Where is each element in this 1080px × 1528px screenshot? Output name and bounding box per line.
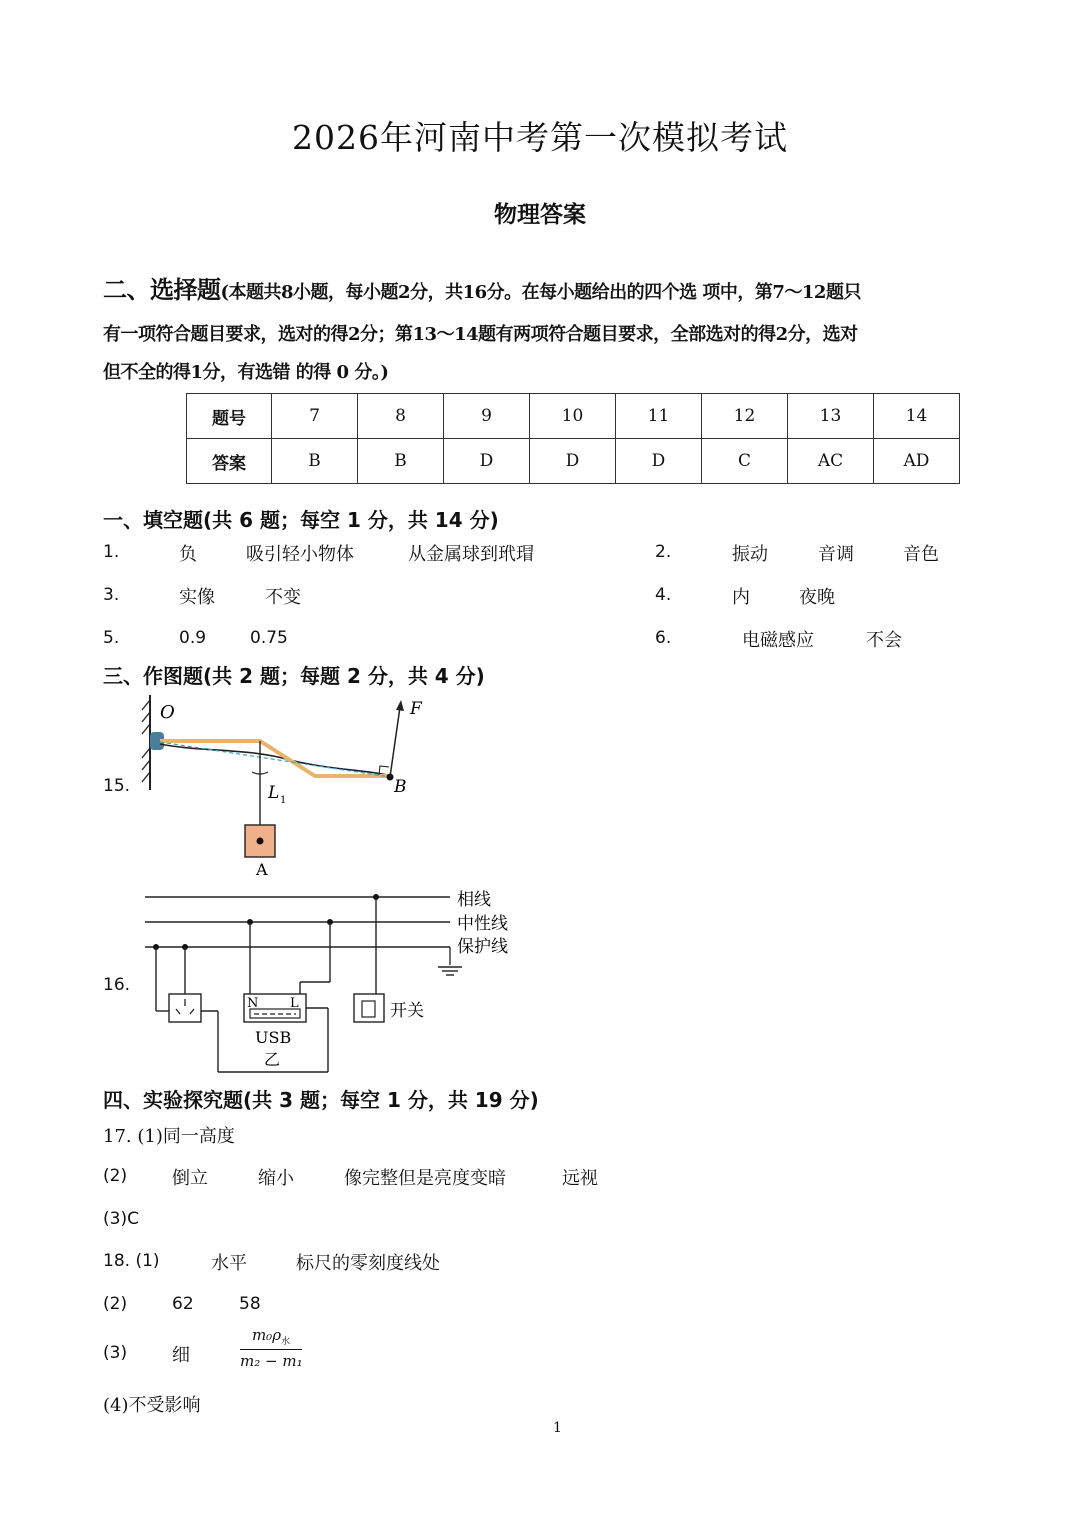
q4-answer-b: 夜晚 [799,587,835,608]
table-cell: 8 [358,394,444,439]
table-cell: AC [788,439,874,484]
circuit-diagram [140,885,530,1080]
label-neutral: 中性线 [457,914,508,934]
table-cell: C [702,439,788,484]
wall-hatch [142,700,150,782]
label-f: F [410,699,422,719]
table-cell: 14 [874,394,960,439]
q17-part2-number: (2) [103,1166,128,1186]
fraction-denominator: m₂ − m₁ [240,1352,303,1370]
q17-part3: (3)C [103,1209,139,1229]
switch-toggle [362,1001,375,1017]
label-ground: 保护线 [457,937,508,957]
q17-part2-a: 倒立 [172,1168,208,1189]
table-cell: 9 [444,394,530,439]
label-live: 相线 [457,890,491,910]
q18-part2-number: (2) [103,1294,128,1314]
q16-number: 16. [103,975,131,995]
q1-number: 1. [103,542,120,562]
lever-diagram [130,690,450,880]
q18-part3-number: (3) [103,1343,128,1363]
q3-answer-a: 实像 [179,587,215,608]
q17-part2-c: 像完整但是亮度变暗 [344,1168,506,1189]
table-cell: AD [874,439,960,484]
row-label-number: 题号 [187,394,272,439]
drawing-heading: 三、作图题(共 2 题；每题 2 分，共 4 分) [103,664,485,688]
table-row [187,394,960,439]
q5-answer-b: 0.75 [250,628,288,648]
page-subtitle: 物理答案 [494,201,586,228]
switch-label: 开关 [390,1001,424,1021]
q17-part2-d: 远视 [562,1168,598,1189]
page-number: 1 [553,1420,562,1436]
q4-answer-a: 内 [732,587,750,608]
q18-part1-b: 标尺的零刻度线处 [296,1253,440,1274]
socket-box [169,994,201,1022]
table-cell: B [272,439,358,484]
table-cell: 10 [530,394,616,439]
choice-intro-text: (本题共8小题，每小题2分，共16分。在每小题给出的四个选 项中，第7～12题只 [220,282,861,303]
q2-answer-c: 音色 [903,544,939,565]
q18-part2-b: 58 [239,1294,261,1314]
label-a: A [256,860,268,879]
table-cell: D [616,439,702,484]
row-label-answer: 答案 [187,439,272,484]
q18-part2-a: 62 [172,1294,194,1314]
answer-table [186,393,960,484]
q2-number: 2. [655,542,672,562]
usb-label-l: L [290,996,299,1011]
q18-part1-a: 水平 [211,1253,247,1274]
q1-answer-b: 吸引轻小物体 [246,544,354,565]
table-cell: 7 [272,394,358,439]
q18-part1-number: 18. (1) [103,1251,160,1271]
table-cell: D [530,439,616,484]
q4-number: 4. [655,585,672,605]
q17-part1: 17. (1)同一高度 [103,1126,235,1147]
table-cell: 11 [616,394,702,439]
force-arrow [396,700,404,711]
label-b: B [394,777,407,797]
label-l-subscript: 1 [280,795,287,806]
q5-number: 5. [103,628,120,648]
weight-center-dot [257,838,264,845]
q18-part4: (4)不受影响 [103,1395,201,1416]
experiment-heading: 四、实验探究题(共 3 题；每空 1 分，共 19 分) [103,1088,539,1112]
choice-intro-line1 [103,270,861,305]
q1-answer-c: 从金属球到玳瑁 [408,544,534,565]
lever-body [160,744,392,776]
force-line [390,707,400,777]
table-cell: B [358,439,444,484]
page-title: 2026年河南中考第一次模拟考试 [292,118,788,157]
q17-part2-b: 缩小 [258,1168,294,1189]
fraction-numerator: $m_0\rho_水$ [240,1326,302,1350]
density-fraction [240,1326,302,1370]
usb-sub-label: 乙 [264,1050,281,1069]
label-l: L [268,783,280,803]
q15-number: 15. [103,776,131,796]
usb-label: USB [255,1028,292,1047]
q1-answer-a: 负 [179,544,197,565]
q3-number: 3. [103,585,120,605]
q18-part3-a: 细 [172,1345,190,1366]
label-o: O [160,702,175,723]
q6-answer-a: 电磁感应 [742,630,814,651]
q2-answer-a: 振动 [732,544,768,565]
choice-intro-line3: 但不全的得1分，有选错 的得 0 分。) [103,362,389,383]
q6-answer-b: 不会 [866,630,902,651]
q3-answer-b: 不变 [265,587,301,608]
q5-answer-a: 0.9 [179,628,207,648]
choice-heading: 二、选择题 [103,275,221,304]
dashed-arm [160,742,390,777]
table-cell: 12 [702,394,788,439]
fill-heading: 一、填空题(共 6 题；每空 1 分，共 14 分) [103,508,499,532]
table-row [187,439,960,484]
table-cell: D [444,439,530,484]
table-cell: 13 [788,394,874,439]
q2-answer-b: 音调 [818,544,854,565]
usb-label-n: N [247,996,259,1011]
q6-number: 6. [655,628,672,648]
choice-intro-line2: 有一项符合题目要求，选对的得2分；第13～14题有两项符合题目要求，全部选对的得2分，选对 [103,324,858,345]
